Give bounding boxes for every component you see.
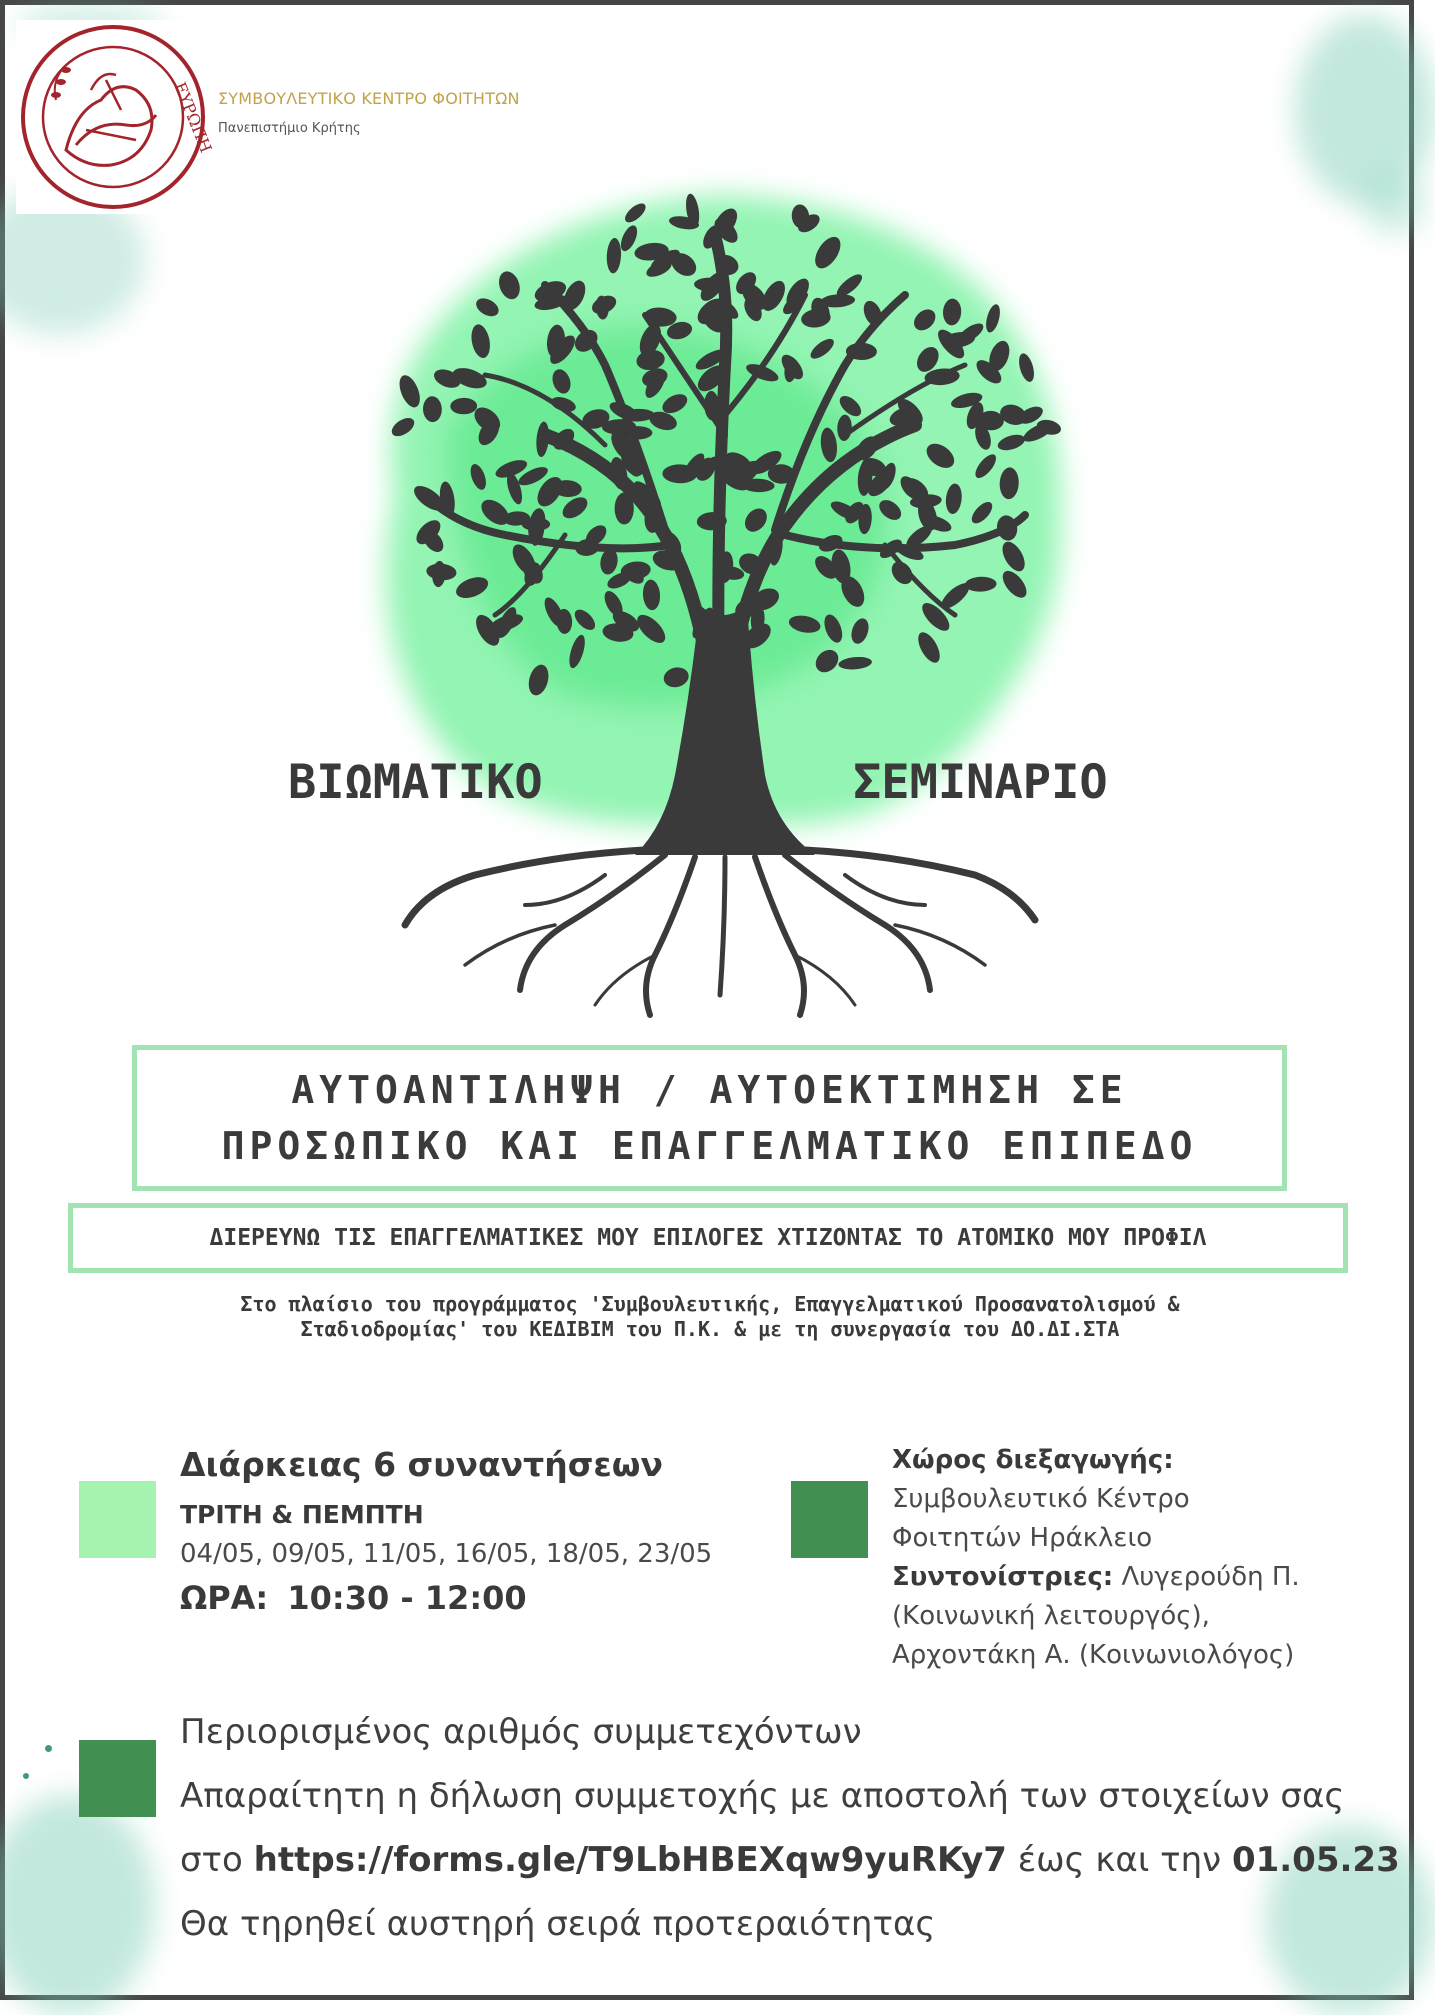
coordinator-1-role: (Κοινωνική λειτουργός),: [892, 1601, 1210, 1631]
tree-roots: [405, 850, 1035, 1015]
tree-illustration: [305, 135, 1125, 1015]
deadline-prefix: έως και την: [1017, 1840, 1222, 1880]
title-box: [132, 1045, 1287, 1191]
venue-line-1: Συμβουλευτικό Κέντρο: [892, 1484, 1190, 1514]
registration-link-row: [180, 1828, 1400, 1892]
duration: Διάρκειας 6 συναντήσεων: [180, 1445, 663, 1484]
hero-word-left: ΒΙΩΜΑΤΙΚΟ: [288, 755, 543, 810]
venue-label: Χώρος διεξαγωγής:: [892, 1445, 1174, 1475]
title-line-1: ΑΥΤΟΑΝΤΙΛΗΨΗ / ΑΥΤΟΕΚΤΙΜΗΣΗ ΣΕ: [291, 1068, 1128, 1112]
schedule-block: [180, 1445, 712, 1617]
organization-header: [218, 89, 520, 136]
venue-line-2: Φοιτητών Ηράκλειο: [892, 1523, 1153, 1553]
coordinator-2: Αρχοντάκη Α. (Κοινωνιολόγος): [892, 1640, 1295, 1670]
venue-block: [892, 1441, 1332, 1675]
program-note-line-2: Σταδιοδρομίας' του ΚΕΔΙΒΙΜ του Π.Κ. & με τη συνεργασία του ΔΟ.ΔΙ.ΣΤΑ: [300, 1317, 1120, 1341]
subtitle: ΔΙΕΡΕΥΝΩ ΤΙΣ ΕΠΑΓΓΕΛΜΑΤΙΚΕΣ ΜΟΥ ΕΠΙΛΟΓΕΣ ΧΤΙΖΟΝΤΑΣ ΤΟ ΑΤΟΜΙΚΟ ΜΟΥ ΠΡΟΦΙΛ: [209, 1225, 1207, 1251]
bullet-square-schedule: [79, 1481, 156, 1558]
link-prefix: στο: [180, 1840, 243, 1880]
time-label: ΩΡΑ:: [180, 1579, 269, 1617]
seal-lettering: ΕΥΡΩΠΗ: [170, 79, 216, 156]
limited-participants: Περιορισμένος αριθμός συμμετεχόντων: [180, 1712, 862, 1752]
bullet-square-registration: [79, 1740, 156, 1817]
hero-word-right: ΣΕΜΙΝΑΡΙΟ: [853, 755, 1108, 810]
coordinator-1-name: Λυγερούδη Π.: [1121, 1562, 1300, 1592]
time-row: [180, 1579, 712, 1617]
organization-name: ΣΥΜΒΟΥΛΕΥΤΙΚΟ ΚΕΝΤΡΟ ΦΟΙΤΗΤΩΝ: [218, 89, 520, 108]
subtitle-box: [68, 1203, 1348, 1273]
registration-block: [180, 1700, 1400, 1956]
registration-deadline: 01.05.23: [1231, 1840, 1400, 1880]
registration-link[interactable]: https://forms.gle/T9LbHBEXqw9yuRKy7: [253, 1840, 1007, 1880]
registration-required: Απαραίτητη η δήλωση συμμετοχής με αποστολή των στοιχείων σας: [180, 1776, 1345, 1816]
title-line-2: ΠΡΟΣΩΠΙΚΟ ΚΑΙ ΕΠΑΓΓΕΛΜΑΤΙΚΟ ΕΠΙΠΕΔΟ: [221, 1124, 1198, 1168]
coordinators-label: Συντονίστριες:: [892, 1562, 1114, 1592]
program-note: [85, 1292, 1335, 1342]
university-seal-logo: [16, 20, 216, 214]
meeting-days: ΤΡΙΤΗ & ΠΕΜΠΤΗ: [180, 1500, 424, 1529]
program-note-line-1: Στο πλαίσιο του προγράμματος 'Συμβουλευτικής, Επαγγελματικού Προσανατολισμού &: [240, 1292, 1180, 1316]
priority-note: Θα τηρηθεί αυστηρή σειρά προτεραιότητας: [180, 1904, 936, 1944]
bullet-square-venue: [791, 1481, 868, 1558]
time-value: 10:30 - 12:00: [287, 1579, 527, 1617]
seal-icon: [16, 20, 216, 214]
meeting-dates: 04/05, 09/05, 11/05, 16/05, 18/05, 23/05: [180, 1539, 713, 1569]
university-name: Πανεπιστήμιο Κρήτης: [218, 121, 361, 136]
